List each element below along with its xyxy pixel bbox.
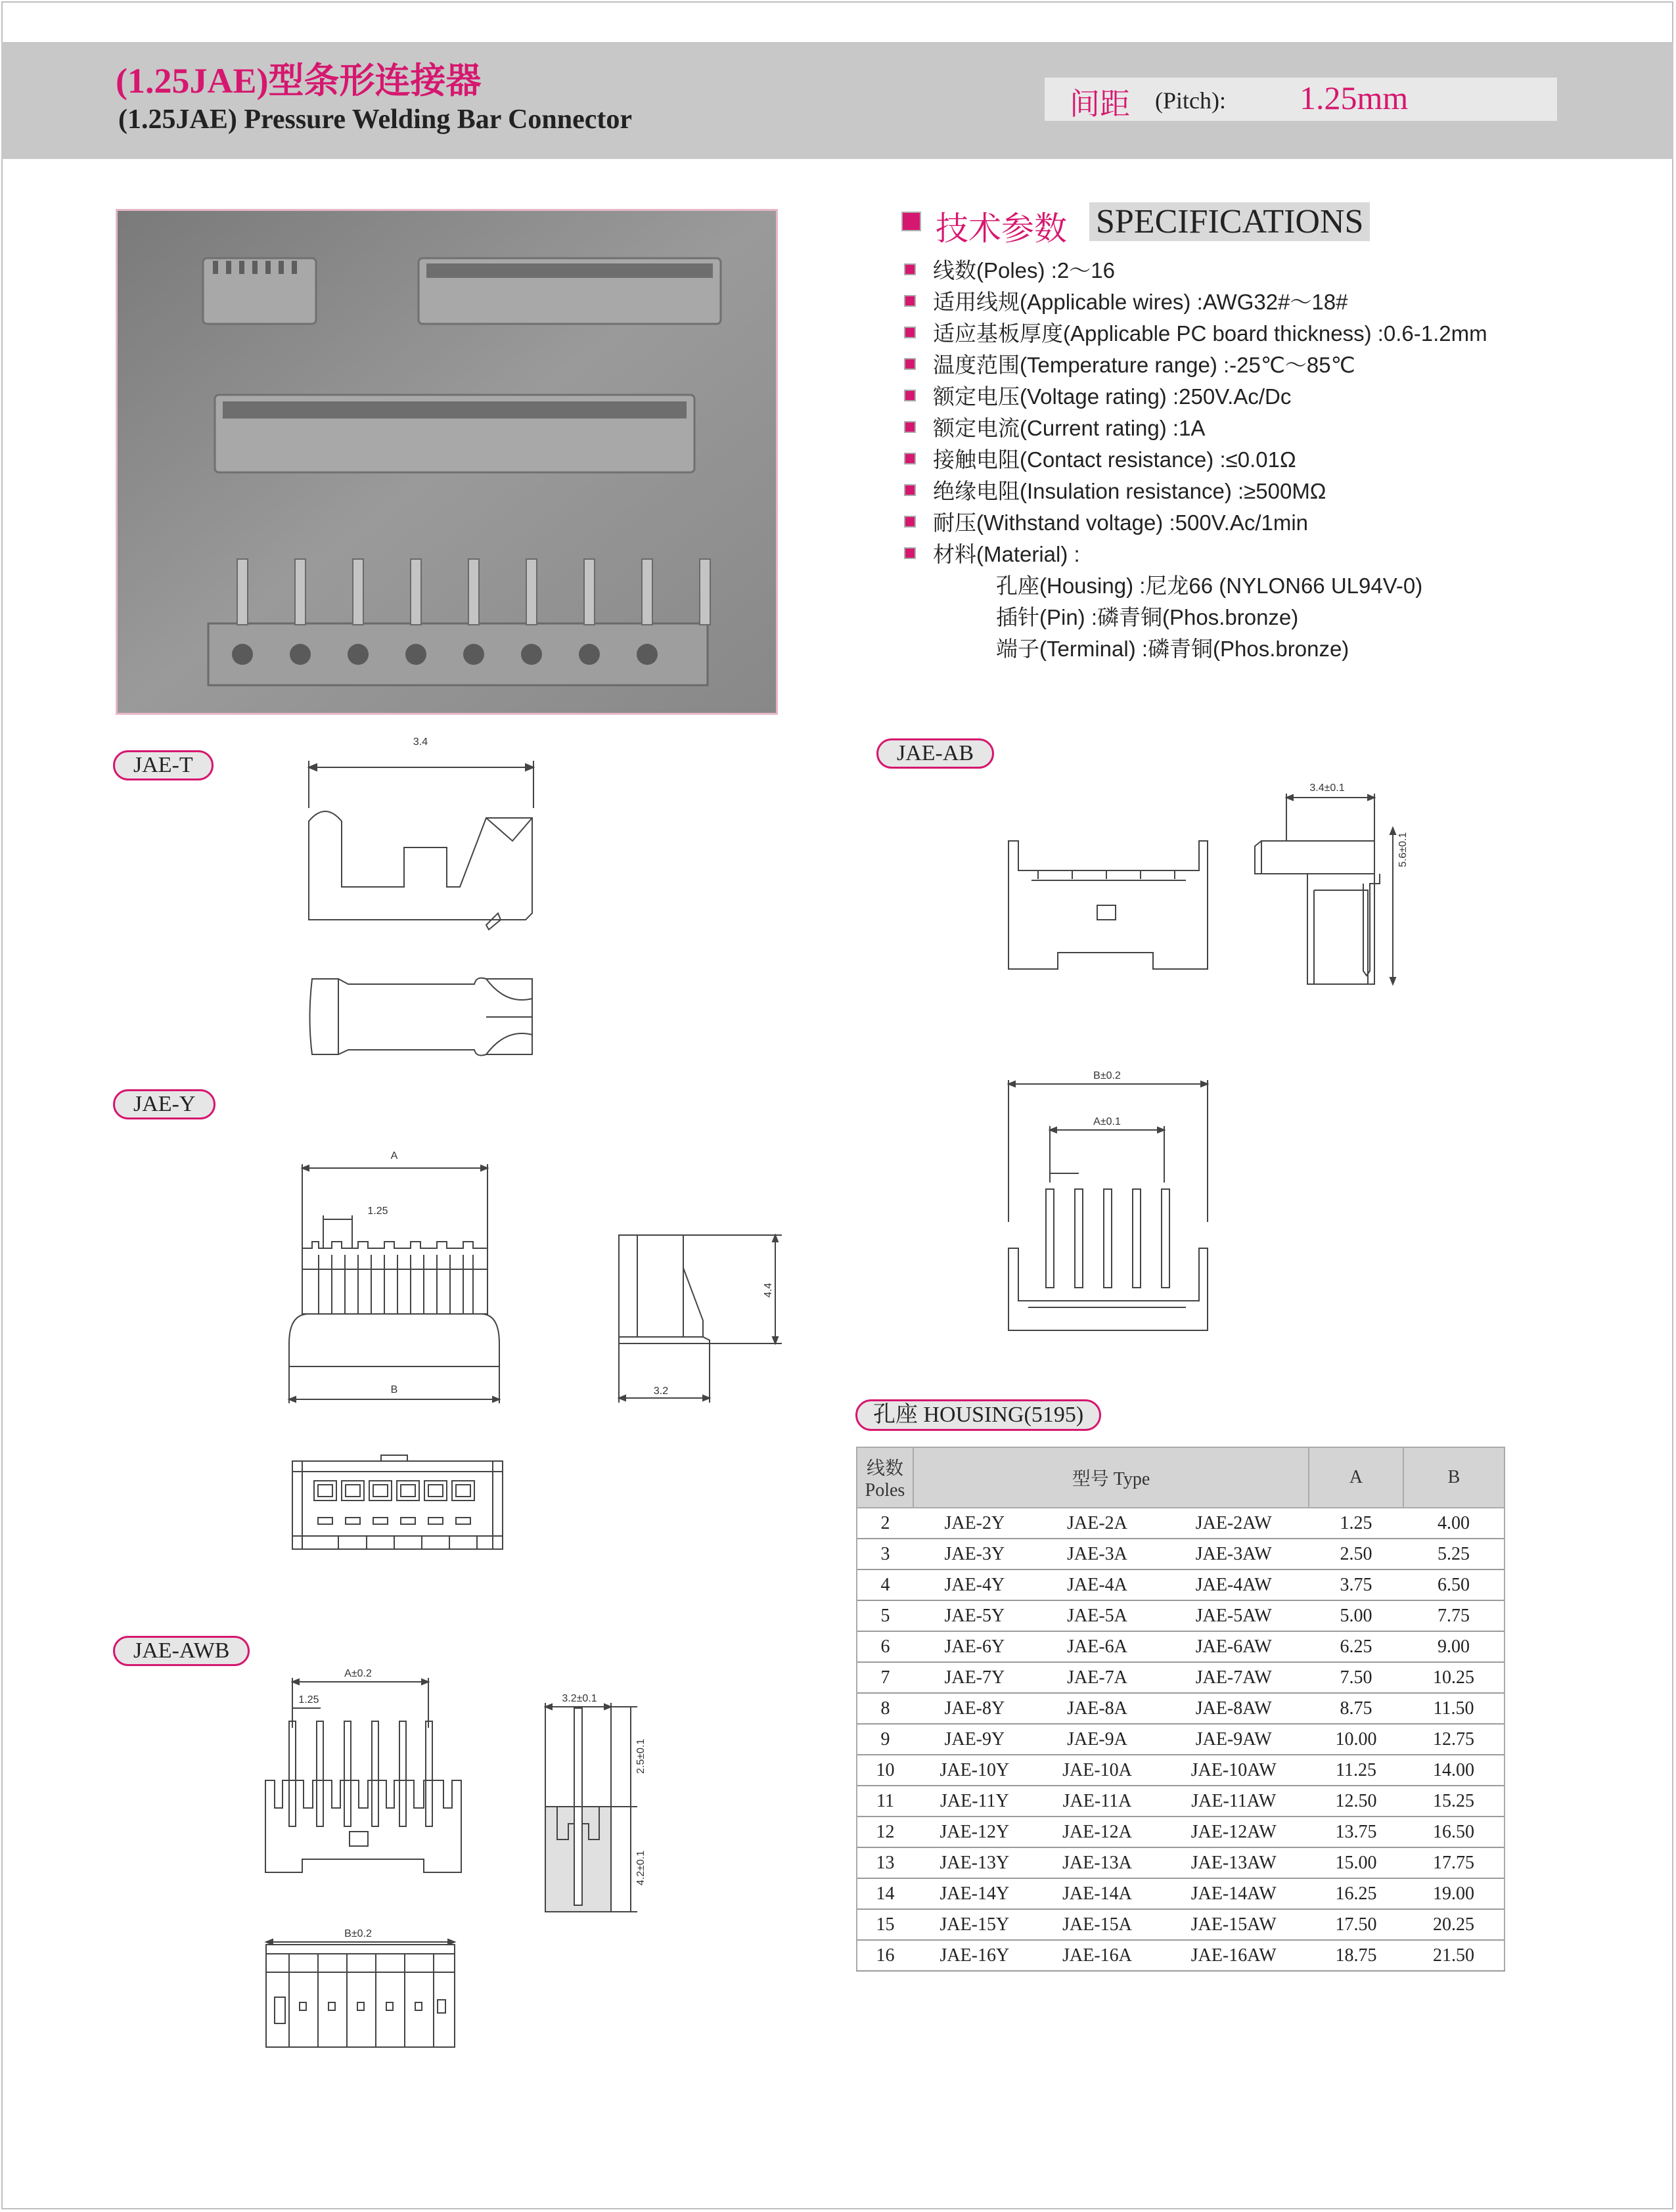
- spec-item: 接触电阻(Contact resistance) :≤0.01Ω: [904, 443, 1487, 474]
- table-cell: 13.75: [1309, 1817, 1403, 1847]
- awb-b-label: B±0.2: [344, 1928, 372, 1939]
- ab-b-label: B±0.2: [1093, 1070, 1121, 1081]
- table-cell: JAE-15AW: [1158, 1909, 1309, 1940]
- table-cell: JAE-5Y: [913, 1600, 1036, 1631]
- jae-y-front-drawing: [283, 1150, 506, 1406]
- table-cell: 11: [857, 1786, 913, 1817]
- table-cell: JAE-3Y: [913, 1539, 1036, 1569]
- spec-item: 温度范围(Temperature range) :-25℃～85℃: [904, 348, 1487, 380]
- table-cell: 5.25: [1403, 1539, 1505, 1569]
- section-tag-jae-ab: JAE-AB: [876, 738, 994, 769]
- table-cell: JAE-11AW: [1158, 1786, 1309, 1817]
- table-row: [857, 1909, 1505, 1940]
- awb-a-label: A±0.2: [344, 1668, 372, 1679]
- table-cell: JAE-9A: [1036, 1724, 1159, 1755]
- material-item: 插针(Pin) :磷青铜(Phos.bronze): [996, 605, 1299, 629]
- y-depth-label: 3.2: [653, 1386, 669, 1397]
- table-cell: JAE-6AW: [1158, 1631, 1309, 1662]
- jae-ab-front-drawing: [999, 782, 1222, 979]
- bullet-icon: [904, 421, 916, 433]
- table-cell: JAE-14Y: [913, 1878, 1036, 1909]
- header-a: A: [1309, 1447, 1403, 1508]
- bullet-icon: [904, 516, 916, 528]
- table-cell: JAE-10Y: [913, 1755, 1036, 1786]
- table-cell: 10.25: [1403, 1662, 1505, 1693]
- table-row: [857, 1724, 1505, 1755]
- table-cell: 18.75: [1309, 1940, 1403, 1971]
- bullet-icon: [904, 453, 916, 464]
- table-row: [857, 1569, 1505, 1600]
- table-cell: 8.75: [1309, 1693, 1403, 1724]
- table-cell: JAE-7A: [1036, 1662, 1159, 1693]
- housing-table: [856, 1447, 1505, 1972]
- bullet-icon: [904, 263, 916, 275]
- jae-t-drawing: [289, 729, 552, 1071]
- spec-list: [904, 254, 1487, 664]
- table-cell: JAE-3A: [1036, 1539, 1159, 1569]
- table-cell: JAE-13Y: [913, 1847, 1036, 1878]
- spec-item: 额定电流(Current rating) :1A: [904, 411, 1487, 443]
- header-poles: 线数 Poles: [857, 1447, 913, 1508]
- table-cell: JAE-15Y: [913, 1909, 1036, 1940]
- table-cell: 21.50: [1403, 1940, 1505, 1971]
- table-cell: 4.00: [1403, 1508, 1505, 1539]
- table-cell: 11.25: [1309, 1755, 1403, 1786]
- table-cell: 17.50: [1309, 1909, 1403, 1940]
- material-item: 端子(Terminal) :磷青铜(Phos.bronze): [996, 637, 1349, 661]
- table-cell: JAE-5A: [1036, 1600, 1159, 1631]
- table-cell: JAE-11Y: [913, 1786, 1036, 1817]
- table-cell: JAE-8Y: [913, 1693, 1036, 1724]
- jae-y-side-drawing: [611, 1222, 782, 1406]
- spec-item: 耐压(Withstand voltage) :500V.Ac/1min: [904, 506, 1487, 537]
- table-cell: JAE-13A: [1036, 1847, 1159, 1878]
- table-cell: JAE-3AW: [1158, 1539, 1309, 1569]
- table-cell: 19.00: [1403, 1878, 1505, 1909]
- table-cell: 16: [857, 1940, 913, 1971]
- spec-item: 适用线规(Applicable wires) :AWG32#～18#: [904, 285, 1487, 317]
- spec-item: 额定电压(Voltage rating) :250V.Ac/Dc: [904, 380, 1487, 411]
- table-cell: 11.50: [1403, 1693, 1505, 1724]
- header-b: B: [1403, 1447, 1505, 1508]
- table-cell: JAE-16A: [1036, 1940, 1159, 1971]
- bullet-icon: [904, 547, 916, 559]
- t-width-label: 3.4: [413, 736, 428, 748]
- table-cell: JAE-14A: [1036, 1878, 1159, 1909]
- table-cell: JAE-2Y: [913, 1508, 1036, 1539]
- table-row: [857, 1600, 1505, 1631]
- pitch-value: 1.25mm: [1300, 79, 1409, 116]
- bullet-icon: [904, 484, 916, 496]
- table-cell: 15.00: [1309, 1847, 1403, 1878]
- awb-pitch-label: 1.25: [298, 1694, 319, 1705]
- ab-width-label: 3.4±0.1: [1309, 782, 1345, 794]
- spec-item: 适应基板厚度(Applicable PC board thickness) :0.6-1.2mm: [904, 317, 1487, 348]
- table-cell: JAE-6A: [1036, 1631, 1159, 1662]
- table-cell: JAE-9AW: [1158, 1724, 1309, 1755]
- table-cell: 10.00: [1309, 1724, 1403, 1755]
- header-type: 型号 Type: [913, 1447, 1309, 1508]
- table-cell: JAE-12A: [1036, 1817, 1159, 1847]
- table-cell: 7.50: [1309, 1662, 1403, 1693]
- housing-title: 孔座 HOUSING(5195): [855, 1399, 1101, 1431]
- jae-y-bottom-drawing: [289, 1452, 506, 1557]
- table-cell: 6.50: [1403, 1569, 1505, 1600]
- table-cell: JAE-9Y: [913, 1724, 1036, 1755]
- section-tag-jae-t: JAE-T: [113, 750, 214, 780]
- table-row: [857, 1508, 1505, 1539]
- spec-item: 绝缘电阻(Insulation resistance) :≥500MΩ: [904, 474, 1487, 506]
- table-cell: JAE-6Y: [913, 1631, 1036, 1662]
- table-cell: JAE-11A: [1036, 1786, 1159, 1817]
- table-cell: JAE-2AW: [1158, 1508, 1309, 1539]
- table-cell: JAE-8A: [1036, 1693, 1159, 1724]
- jae-ab-bottom-drawing: [999, 1064, 1222, 1340]
- table-cell: 7: [857, 1662, 913, 1693]
- table-cell: JAE-10AW: [1158, 1755, 1309, 1786]
- table-cell: 2.50: [1309, 1539, 1403, 1569]
- y-pitch-label: 1.25: [367, 1206, 388, 1217]
- table-cell: 5: [857, 1600, 913, 1631]
- bullet-icon: [904, 327, 916, 338]
- table-cell: JAE-7Y: [913, 1662, 1036, 1693]
- table-cell: 5.00: [1309, 1600, 1403, 1631]
- table-cell: 20.25: [1403, 1909, 1505, 1940]
- table-row: [857, 1662, 1505, 1693]
- table-cell: 14: [857, 1878, 913, 1909]
- spec-heading-cn: 技术参数: [936, 210, 1067, 248]
- page-title-en: (1.25JAE) Pressure Welding Bar Connector: [118, 104, 633, 135]
- table-cell: JAE-13AW: [1158, 1847, 1309, 1878]
- table-cell: 8: [857, 1693, 913, 1724]
- table-row: [857, 1755, 1505, 1786]
- table-cell: 3: [857, 1539, 913, 1569]
- jae-awb-bottom-drawing: [263, 1925, 466, 2050]
- material-item: 孔座(Housing) :尼龙66 (NYLON66 UL94V-0): [996, 574, 1423, 598]
- table-cell: 13: [857, 1847, 913, 1878]
- bullet-square-icon: [901, 212, 921, 231]
- table-cell: 14.00: [1403, 1755, 1505, 1786]
- section-tag-jae-awb: JAE-AWB: [113, 1636, 250, 1666]
- table-cell: 4: [857, 1569, 913, 1600]
- pitch-box: [1045, 78, 1557, 121]
- bullet-icon: [904, 390, 916, 401]
- ab-height-label: 5.6±0.1: [1397, 832, 1409, 867]
- table-cell: 16.25: [1309, 1878, 1403, 1909]
- table-cell: 7.75: [1403, 1600, 1505, 1631]
- table-row: [857, 1539, 1505, 1569]
- table-cell: JAE-12AW: [1158, 1817, 1309, 1847]
- table-cell: 1.25: [1309, 1508, 1403, 1539]
- table-row: [857, 1817, 1505, 1847]
- y-b-label: B: [390, 1384, 398, 1395]
- y-height-label: 4.4: [763, 1282, 774, 1298]
- awb-h2-label: 4.2±0.1: [635, 1850, 646, 1885]
- table-cell: JAE-2A: [1036, 1508, 1159, 1539]
- table-cell: 15.25: [1403, 1786, 1505, 1817]
- jae-awb-front-drawing: [256, 1662, 480, 1899]
- table-cell: JAE-12Y: [913, 1817, 1036, 1847]
- table-cell: 12: [857, 1817, 913, 1847]
- awb-width-label: 3.2±0.1: [562, 1693, 597, 1704]
- bullet-icon: [904, 295, 916, 307]
- table-cell: 16.50: [1403, 1817, 1505, 1847]
- table-row: [857, 1847, 1505, 1878]
- page-title-cn: (1.25JAE)型条形连接器: [116, 61, 482, 101]
- bullet-icon: [904, 358, 916, 370]
- table-row: [857, 1631, 1505, 1662]
- pitch-label-en: (Pitch):: [1155, 87, 1226, 114]
- table-row: [857, 1786, 1505, 1817]
- table-cell: JAE-10A: [1036, 1755, 1159, 1786]
- y-a-label: A: [390, 1150, 398, 1162]
- table-cell: JAE-7AW: [1158, 1662, 1309, 1693]
- section-tag-jae-y: JAE-Y: [113, 1089, 215, 1119]
- table-cell: JAE-4A: [1036, 1569, 1159, 1600]
- table-cell: 15: [857, 1909, 913, 1940]
- table-cell: 6: [857, 1631, 913, 1662]
- table-row: [857, 1878, 1505, 1909]
- table-cell: 12.50: [1309, 1786, 1403, 1817]
- table-cell: 17.75: [1403, 1847, 1505, 1878]
- table-row: [857, 1693, 1505, 1724]
- table-cell: 2: [857, 1508, 913, 1539]
- table-cell: JAE-4Y: [913, 1569, 1036, 1600]
- table-cell: JAE-16Y: [913, 1940, 1036, 1971]
- table-cell: 12.75: [1403, 1724, 1505, 1755]
- table-cell: JAE-14AW: [1158, 1878, 1309, 1909]
- spec-heading-en: SPECIFICATIONS: [1089, 202, 1370, 241]
- table-cell: JAE-4AW: [1158, 1569, 1309, 1600]
- table-cell: 6.25: [1309, 1631, 1403, 1662]
- spec-item: 材料(Material) :: [904, 537, 1487, 569]
- table-cell: JAE-8AW: [1158, 1693, 1309, 1724]
- table-cell: JAE-16AW: [1158, 1940, 1309, 1971]
- ab-a-label: A±0.1: [1093, 1116, 1121, 1127]
- table-cell: 3.75: [1309, 1569, 1403, 1600]
- table-row: [857, 1940, 1505, 1971]
- table-cell: 9: [857, 1724, 913, 1755]
- table-cell: 10: [857, 1755, 913, 1786]
- table-cell: JAE-15A: [1036, 1909, 1159, 1940]
- table-header-row: [857, 1447, 1505, 1508]
- awb-h1-label: 2.5±0.1: [635, 1738, 646, 1774]
- jae-ab-side-drawing: [1248, 775, 1459, 999]
- housing-table-body: [857, 1508, 1505, 1971]
- spec-item: 线数(Poles) :2～16: [904, 254, 1487, 285]
- pitch-label-cn: 间距: [1070, 87, 1130, 121]
- jae-awb-side-drawing: [539, 1688, 670, 1918]
- product-photo: [116, 209, 778, 715]
- table-cell: 9.00: [1403, 1631, 1505, 1662]
- table-cell: JAE-5AW: [1158, 1600, 1309, 1631]
